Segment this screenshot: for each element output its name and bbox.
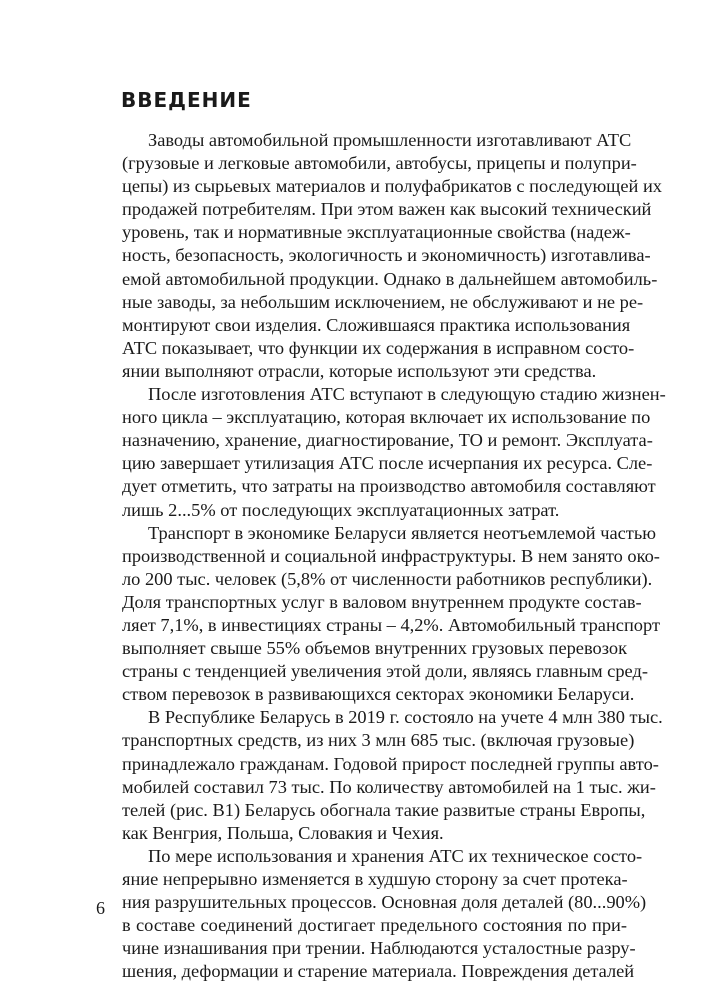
text-line: В Республике Беларусь в 2019 г. состояло на учете 4 млн 380 тыс.	[148, 707, 663, 728]
text-line: яние непрерывно изменяется в худшую сторону за счет протека-	[122, 869, 628, 889]
paragraph	[96, 522, 660, 707]
text-line: янии выполняют отрасли, которые используют эти средства.	[122, 360, 597, 381]
section-heading: ВВЕДЕНИЕ	[121, 88, 252, 112]
text-line: Доля транспортных услуг в валовом внутреннем продукте состав-	[122, 591, 642, 612]
text-line: емой автомобильной продукции. Однако в дальнейшем автомобиль-	[122, 268, 658, 289]
text-line: продажей потребителям. При этом важен как высокий технический	[122, 199, 652, 220]
paragraph	[96, 129, 662, 383]
text-line: По мере использования и хранения АТС их техническое состо-	[148, 845, 643, 866]
text-line: как Венгрия, Польша, Словакия и Чехия.	[122, 822, 444, 843]
text-line: страны с тенденцией увеличения этой доли, являясь главным сред-	[122, 661, 648, 682]
text-line: в составе соединений достигает предельного состояния по при-	[122, 915, 627, 936]
text-line: транспортных средств, из них 3 млн 685 тыс. (включая грузовые)	[122, 730, 635, 751]
page-number: 6	[96, 898, 105, 918]
text-line: ляет 7,1%, в инвестициях страны – 4,2%. Автомобильный транспорт	[122, 614, 660, 635]
text-line: Заводы автомобильной промышленности изготавливают АТС	[148, 130, 632, 150]
text-line: монтируют свои изделия. Сложившаяся практика использования	[122, 314, 631, 335]
text-line: (грузовые и легковые автомобили, автобусы, прицепы и полупри-	[122, 153, 637, 174]
text-line: Транспорт в экономике Беларуси является неотъемлемой частью	[148, 522, 656, 543]
text-line: ные заводы, за небольшим исключением, не обслуживают и не ре-	[122, 291, 644, 312]
text-line: дует отметить, что затраты на производство автомобиля составляют	[122, 476, 656, 497]
text-line: выполняет свыше 55% объемов внутренних грузовых перевозок	[122, 638, 627, 659]
text-line: шения, деформации и старение материала. Повреждения деталей	[122, 961, 635, 982]
text-line: цию завершает утилизация АТС после исчерпания их ресурса. Сле-	[122, 453, 653, 474]
text-line: цепы) из сырьевых материалов и полуфабрикатов с последующей их	[122, 176, 662, 197]
text-line: производственной и социальной инфраструктуры. В нем занято око-	[122, 545, 660, 566]
paragraph	[96, 706, 663, 845]
text-line: После изготовления АТС вступают в следующую стадию жизнен-	[148, 384, 666, 405]
text-line: ного цикла – эксплуатацию, которая включает их использование по	[122, 407, 651, 428]
text-line: лишь 2...5% от последующих эксплуатационных затрат.	[122, 499, 560, 520]
text-line: назначению, хранение, диагностирование, ТО и ремонт. Эксплуата-	[122, 430, 653, 451]
text-line: уровень, так и нормативные эксплуатационные свойства (надеж-	[122, 222, 631, 243]
text-line: телей (рис. В1) Беларусь обогнала такие развитые страны Европы,	[122, 799, 646, 820]
text-line: ность, безопасность, экологичность и экономичность) изготавлива-	[122, 245, 651, 266]
text-line: мобилей составил 73 тыс. По количеству автомобилей на 1 тыс. жи-	[122, 776, 656, 797]
text-line: ством перевозок в развивающихся секторах экономики Беларуси.	[122, 684, 635, 705]
paragraph	[96, 383, 666, 522]
text-line: ло 200 тыс. человек (5,8% от численности работников республики).	[122, 568, 653, 589]
body-text	[96, 129, 666, 983]
text-line: ния разрушительных процессов. Основная доля деталей (80...90%)	[122, 892, 647, 913]
paragraph	[96, 845, 647, 984]
text-line: АТС показывает, что функции их содержания в исправном состо-	[122, 337, 635, 358]
text-line: чине изнашивания при трении. Наблюдаются усталостные разру-	[122, 938, 636, 959]
text-line: принадлежало гражданам. Годовой прирост последней группы авто-	[122, 753, 659, 774]
